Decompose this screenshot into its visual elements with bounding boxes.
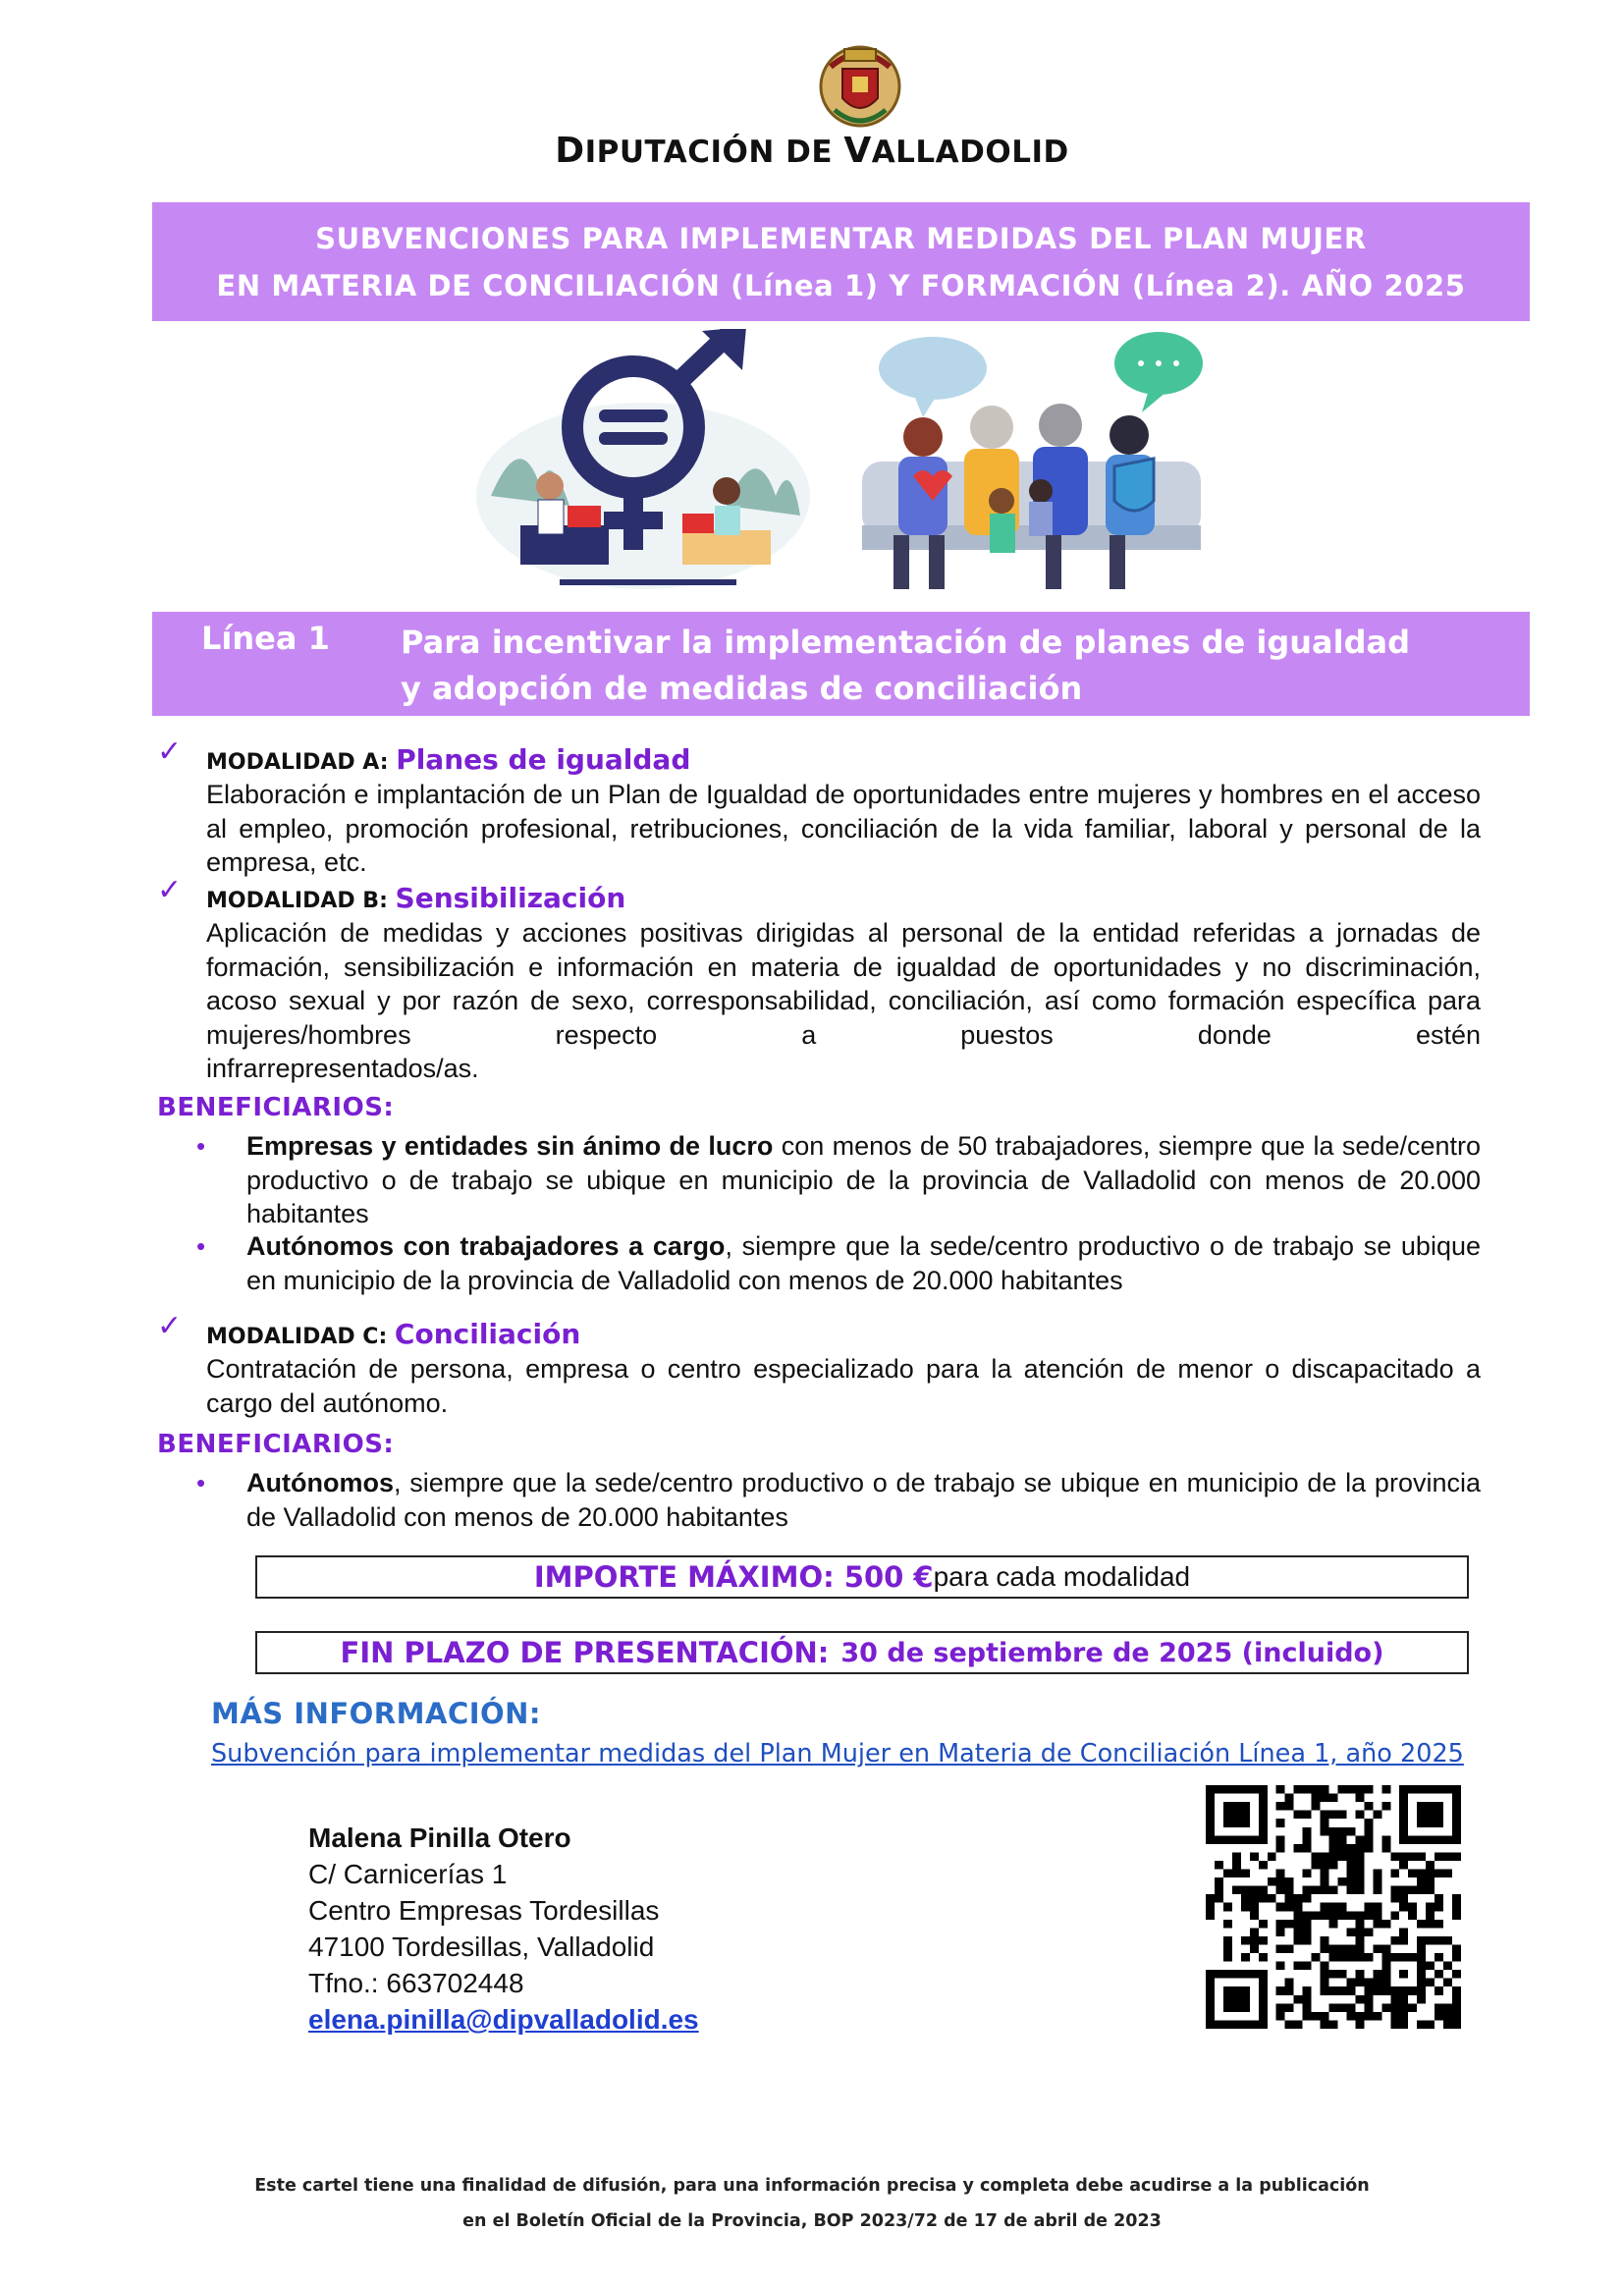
footer-disclaimer: Este cartel tiene una finalidad de difusión, para una información precisa y completa debe acudirse a la publicación en el Boletín Oficial de la Provincia, BOP 2023/72 de 17 de abril de 2023	[254, 2176, 1370, 2231]
bullet-icon: •	[196, 1231, 206, 1261]
linea-label: Línea 1	[201, 620, 330, 657]
linea-description: Para incentivar la implementación de planes de igualdad y adopción de medidas de conciliación	[401, 624, 1410, 707]
beneficiario-item: Autónomos, siempre que la sede/centro productivo o de trabajo se ubique en municipio de la provincia de Valladolid con menos de 20.000 habitantes	[246, 1468, 1481, 1532]
beneficiarios-heading: BENEFICIARIOS:	[157, 1430, 395, 1459]
subvencion-info-link[interactable]: Subvención para implementar medidas del Plan Mujer en Materia de Conciliación Línea 1, año 2025	[211, 1739, 1464, 1768]
modalidad-c-text: Contratación de persona, empresa o centro especializado para la atención de menor o discapacitado a cargo del autónomo.	[206, 1354, 1481, 1418]
contact-address-line: Centro Empresas Tordesillas	[308, 1895, 660, 1926]
contact-address-line: 47100 Tordesillas, Valladolid	[308, 1931, 655, 1962]
title-banner	[152, 202, 1530, 321]
mas-informacion-heading: MÁS INFORMACIÓN:	[211, 1697, 542, 1730]
contact-name: Malena Pinilla Otero	[308, 1823, 571, 1853]
title-line-2: EN MATERIA DE CONCILIACIÓN (Línea 1) Y FORMACIÓN (Línea 2). AÑO 2025	[216, 268, 1466, 302]
modalidad-a-text: Elaboración e implantación de un Plan de Igualdad de oportunidades entre mujeres y hombres en el acceso al empleo, promoción profesional, retribuciones, conciliación de la vida familiar, laboral y personal de la empresa, etc.	[206, 780, 1481, 877]
coat-of-arms-icon	[817, 37, 903, 136]
modalidad-b-text-end: infrarrepresentados/as.	[206, 1054, 479, 1083]
checkmark-icon: ✓	[157, 1310, 183, 1342]
contact-address-line: C/ Carnicerías 1	[308, 1859, 508, 1889]
modalidad-b-heading: MODALIDAD B: Sensibilización	[206, 882, 626, 914]
gender-equality-illustration	[461, 329, 825, 599]
bullet-icon: •	[196, 1468, 206, 1497]
modalidad-b-text: Aplicación de medidas y acciones positivas dirigidas al personal de la entidad referidas a jornadas de formación, sensibilización e información en materia de igualdad de oportunidades y no discriminación, acoso sexual y por razón de sexo, corresponsabilidad, conciliación, así como formación específica para mujeres/hombres respecto a puestos donde estén	[206, 918, 1481, 1050]
checkmark-icon: ✓	[157, 874, 183, 906]
contact-email-link[interactable]: elena.pinilla@dipvalladolid.es	[308, 2004, 699, 2035]
contact-block	[308, 1820, 699, 2038]
contact-phone: Tfno.: 663702448	[308, 1968, 524, 1998]
family-conciliation-illustration	[854, 329, 1208, 599]
fin-plazo-box: FIN PLAZO DE PRESENTACIÓN : 30 de septiembre de 2025 (incluido)	[255, 1631, 1469, 1674]
beneficiarios-heading: BENEFICIARIOS:	[157, 1093, 395, 1122]
checkmark-icon: ✓	[157, 735, 183, 768]
title-line-1: SUBVENCIONES PARA IMPLEMENTAR MEDIDAS DEL PLAN MUJER	[315, 221, 1367, 255]
beneficiario-item: Autónomos con trabajadores a cargo, siempre que la sede/centro productivo o de trabajo se ubique en municipio de la provincia de Valladolid con menos de 20.000 habitantes	[246, 1231, 1481, 1295]
modalidad-c-heading: MODALIDAD C: Conciliación	[206, 1318, 581, 1350]
organization-name: DIPUTACIÓN DE VALLADOLID	[555, 131, 1069, 171]
linea-1-banner	[152, 612, 1530, 716]
beneficiario-item: Empresas y entidades sin ánimo de lucro con menos de 50 trabajadores, siempre que la sede/centro productivo o de trabajo se ubique en municipio de la provincia de Valladolid con menos de 20.000 habitantes	[246, 1131, 1481, 1228]
qr-code[interactable]	[1206, 1785, 1461, 2029]
bullet-icon: •	[196, 1131, 206, 1161]
modalidad-a-heading: MODALIDAD A: Planes de igualdad	[206, 743, 691, 776]
importe-maximo-box: IMPORTE MÁXIMO: 500 € para cada modalidad	[255, 1555, 1469, 1599]
